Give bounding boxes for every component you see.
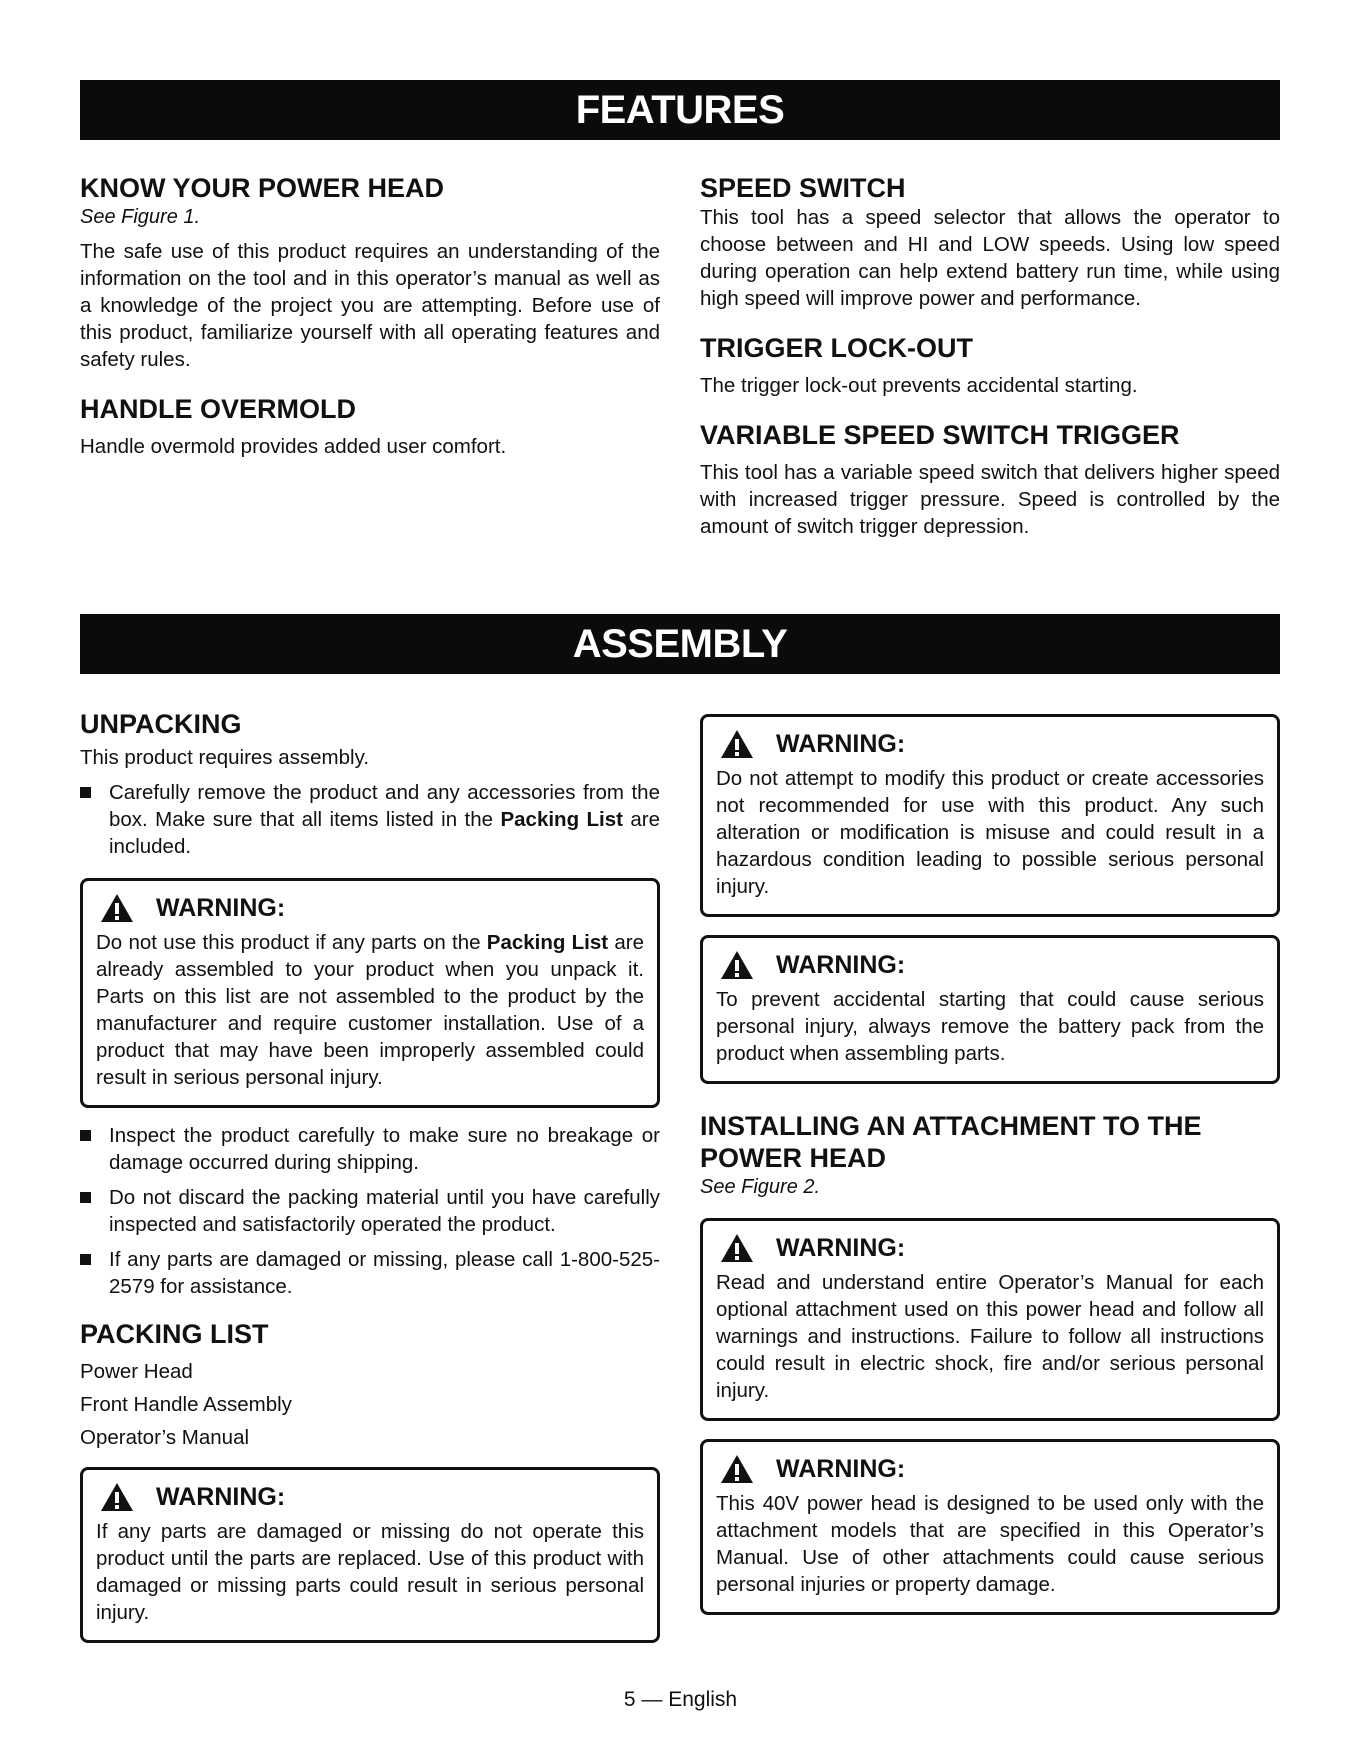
warning-text: If any parts are damaged or missing do not operate this product until the parts are replaced. Use of this product with damaged or missing parts could result in serious personal injury. [96,1520,644,1624]
handle-overmold-heading: HANDLE OVERMOLD [80,394,356,424]
unpacking-bullets-2 [80,1122,660,1300]
warning-box-attachment-models [700,1439,1280,1615]
warning-label: WARNING: [776,1454,906,1483]
warning-label: WARNING: [776,1233,906,1262]
packing-list-item: Operator’s Manual [80,1426,250,1449]
page-number: 5 — English [623,1688,738,1711]
speed-switch-text: This tool has a speed selector that allows the operator to choose between and HI and LOW speeds. Using low speed during operation can help extend battery run time, while using high speed will improve power and performance. [700,206,1280,310]
unpacking-intro: This product requires assembly. [80,746,370,769]
unpacking-bullets-1 [80,779,660,860]
unpacking-heading: UNPACKING [80,709,242,739]
warning-label: WARNING: [776,729,906,758]
know-power-head-heading: KNOW YOUR POWER HEAD [80,173,445,203]
warning-text: This 40V power head is designed to be used only with the attachment models that are specified in this Operator’s Manual. Use of other attachments could cause serious personal injuries or property damage. [716,1492,1264,1596]
warning-text: Do not attempt to modify this product or create accessories not recommended for use with this product. Any such alteration or modification is misuse and could result in a hazardous condition leading to possible serious personal injury. [716,767,1264,898]
packing-list-item: Power Head [80,1360,193,1383]
warning-label: WARNING: [156,893,286,922]
warning-triangle-icon [720,1454,754,1484]
list-item: Inspect the product carefully to make sure no breakage or damage occurred during shipping. [80,1122,660,1176]
warning-text: Do not use this product if any parts on the Packing List are already assembled to your product when you unpack it. Parts on this list are not assembled to the product by the manufacturer and require customer installation. Use of a product that may have been improperly assembled could result in serious personal injury. [96,931,644,1089]
warning-triangle-icon [720,729,754,759]
warning-triangle-icon [720,950,754,980]
list-item: Carefully remove the product and any accessories from the box. Make sure that all items listed in the Packing List are included. [80,779,660,860]
list-item: Do not discard the packing material until you have carefully inspected and satisfactorily operated the product. [80,1184,660,1238]
installing-attachment-heading: INSTALLING AN ATTACHMENT TO THE POWER HEAD [700,1111,1202,1173]
variable-speed-text: This tool has a variable speed switch that delivers higher speed with increased trigger pressure. Speed is controlled by the amount of switch trigger depression. [700,461,1280,538]
features-banner [80,80,1280,140]
packing-list-heading: PACKING LIST [80,1319,269,1349]
features-right-column [700,172,1280,540]
figure-2-reference: See Figure 2. [700,1176,821,1198]
figure-1-reference: See Figure 1. [80,206,201,228]
trigger-lockout-text: The trigger lock-out prevents accidental starting. [700,374,1138,397]
assembly-left-column [80,708,660,1643]
warning-triangle-icon [100,1482,134,1512]
warning-label: WARNING: [776,950,906,979]
features-left-column [80,172,660,460]
warning-label: WARNING: [156,1482,286,1511]
warning-box-read-manual [700,1218,1280,1421]
warning-box-accidental-start [700,935,1280,1084]
speed-switch-heading: SPEED SWITCH [700,173,906,203]
know-power-head-text: The safe use of this product requires an understanding of the information on the tool and in this operator’s manual as well as a knowledge of the project you are attempting. Before use of this product, familiarize yourself with all operating features and safety rules. [80,240,660,371]
trigger-lockout-heading: TRIGGER LOCK-OUT [700,333,973,363]
assembly-right-column [700,714,1280,1615]
handle-overmold-text: Handle overmold provides added user comfort. [80,435,507,458]
packing-list-item: Front Handle Assembly [80,1393,292,1416]
features-title: FEATURES [575,87,785,132]
warning-triangle-icon [100,893,134,923]
warning-triangle-icon [720,1233,754,1263]
assembly-banner [80,614,1280,674]
warning-box-packing-list [80,878,660,1108]
warning-text: To prevent accidental starting that could cause serious personal injury, always remove the battery pack from the product when assembling parts. [716,988,1264,1065]
list-item: If any parts are damaged or missing, please call 1-800-525-2579 for assistance. [80,1246,660,1300]
warning-text: Read and understand entire Operator’s Manual for each optional attachment used on this power head and follow all warnings and instructions. Failure to follow all instructions could result in electric shock, fire and/or serious personal injury. [716,1271,1264,1402]
assembly-title: ASSEMBLY [572,621,788,666]
warning-box-damaged-parts [80,1467,660,1643]
variable-speed-heading: VARIABLE SPEED SWITCH TRIGGER [700,420,1180,450]
warning-box-modify [700,714,1280,917]
